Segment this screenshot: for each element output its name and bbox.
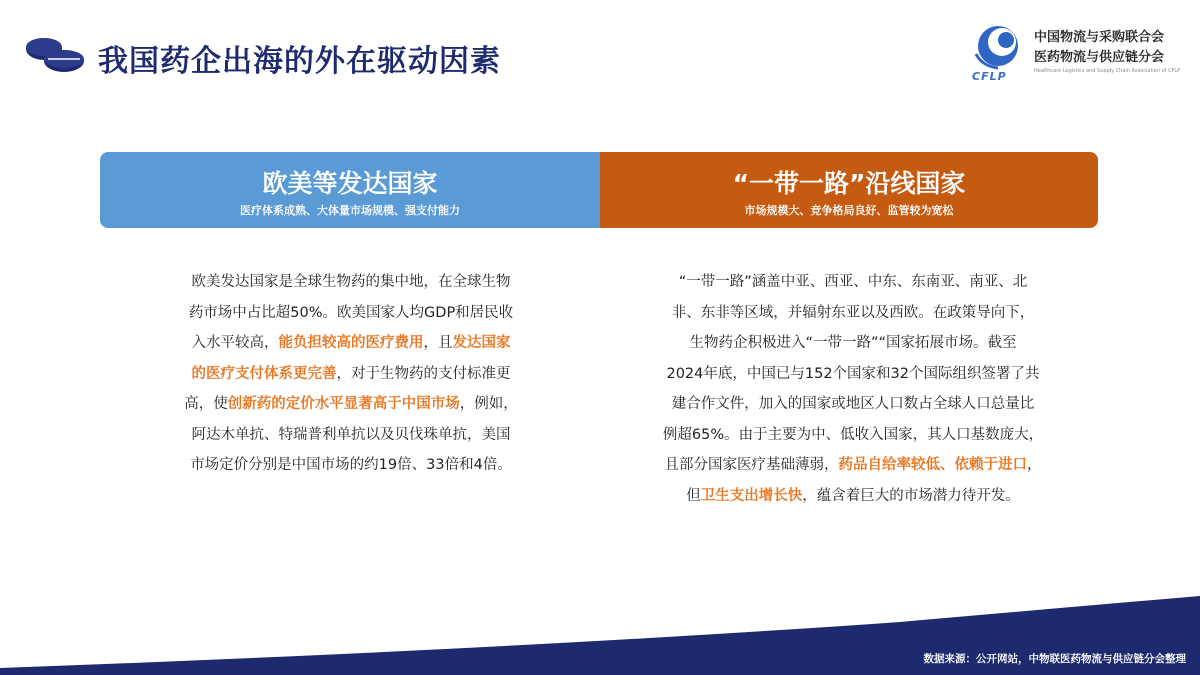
highlighted-text: 的医疗支付体系更完善 xyxy=(191,365,337,382)
paragraph-text: ， xyxy=(1027,457,1042,473)
logo-branch-name: 医药物流与供应链分会 xyxy=(1034,50,1165,65)
organization-logo xyxy=(964,20,1200,90)
belt-and-road-paragraph xyxy=(622,267,1084,511)
paragraph-text: “一带一路”涵盖中亚、西亚、中东、东南亚、南亚、北 xyxy=(678,274,1028,290)
paragraph-line xyxy=(142,420,560,451)
paragraph-text: 阿达木单抗、特瑞普利单抗以及贝伐珠单抗，美国 xyxy=(191,426,511,443)
paragraph-line xyxy=(622,359,1084,390)
paragraph-text: 药市场中占比超50%。欧美国家人均GDP和居民收 xyxy=(188,304,514,321)
paragraph-text: 欧美发达国家是全球生物药的集中地，在全球生物 xyxy=(191,274,511,290)
paragraph-line xyxy=(622,481,1084,512)
data-source-note: 数据来源：公开网站，中物联医药物流与供应链分会整理 xyxy=(923,653,1186,665)
paragraph-text: ，例如， xyxy=(459,396,518,412)
paragraph-line xyxy=(622,328,1084,359)
paragraph-line xyxy=(142,450,560,481)
paragraph-line xyxy=(142,359,560,390)
belt-and-road-title: “一带一路”沿线国家 xyxy=(732,169,966,198)
highlighted-text: 创新药的定价水平显著高于中国市场 xyxy=(227,396,460,412)
paragraph-text: ，蕴含着巨大的市场潜力待开发。 xyxy=(802,487,1020,504)
paragraph-text: 建合作文件，加入的国家或地区人口数占全球人口总量比 xyxy=(671,396,1035,412)
paragraph-text: ，对于生物药的支付标准更 xyxy=(336,365,511,382)
logo-abbreviation: CFLP xyxy=(972,70,1007,83)
logo-english-name: Healthcare Logistics and Supply Chain Association of CFLP xyxy=(1034,68,1181,74)
developed-countries-paragraph xyxy=(142,267,560,481)
highlighted-text: 卫生支出增长快 xyxy=(700,487,803,504)
page-title: 我国药企出海的外在驱动因素 xyxy=(98,44,501,79)
paragraph-text: 生物药企积极进入“一带一路”“国家拓展市场。截至 xyxy=(689,335,1017,351)
paragraph-line xyxy=(142,389,560,420)
developed-countries-header xyxy=(100,152,600,228)
paragraph-text: 高，使 xyxy=(184,396,228,412)
highlighted-text: 能负担较高的医疗费用 xyxy=(278,335,424,351)
highlighted-text: 发达国家 xyxy=(452,335,511,351)
paragraph-line xyxy=(622,298,1084,329)
paragraph-line xyxy=(142,298,560,329)
developed-countries-subtitle: 医疗体系成熟、大体量市场规模、强支付能力 xyxy=(240,204,460,217)
paragraph-line xyxy=(142,267,560,298)
paragraph-text: ，且 xyxy=(423,335,453,351)
paragraph-line xyxy=(622,389,1084,420)
developed-countries-title: 欧美等发达国家 xyxy=(262,169,438,198)
paragraph-line xyxy=(622,420,1084,451)
paragraph-text: 但 xyxy=(686,487,701,504)
paragraph-line xyxy=(622,267,1084,298)
pill-icon xyxy=(22,33,86,77)
belt-and-road-header xyxy=(600,152,1098,228)
paragraph-text: 市场定价分别是中国市场的约19倍、33倍和4倍。 xyxy=(190,457,512,473)
paragraph-text: 且部分国家医疗基础薄弱， xyxy=(664,457,839,473)
paragraph-text: 例超65%。由于主要为中、低收入国家，其人口基数庞大， xyxy=(662,426,1044,443)
paragraph-text: 入水平较高， xyxy=(191,335,279,351)
paragraph-line xyxy=(142,328,560,359)
paragraph-text: 非、东非等区域，并辐射东亚以及西欧。在政策导向下， xyxy=(671,304,1035,321)
logo-org-name: 中国物流与采购联合会 xyxy=(1034,30,1165,45)
belt-and-road-subtitle: 市场规模大、竞争格局良好、监管较为宽松 xyxy=(744,204,954,217)
highlighted-text: 药品自给率较低、依赖于进口 xyxy=(838,457,1027,473)
paragraph-line xyxy=(622,450,1084,481)
paragraph-text: 2024年底，中国已与152个国家和32个国际组织签署了共 xyxy=(666,365,1040,382)
